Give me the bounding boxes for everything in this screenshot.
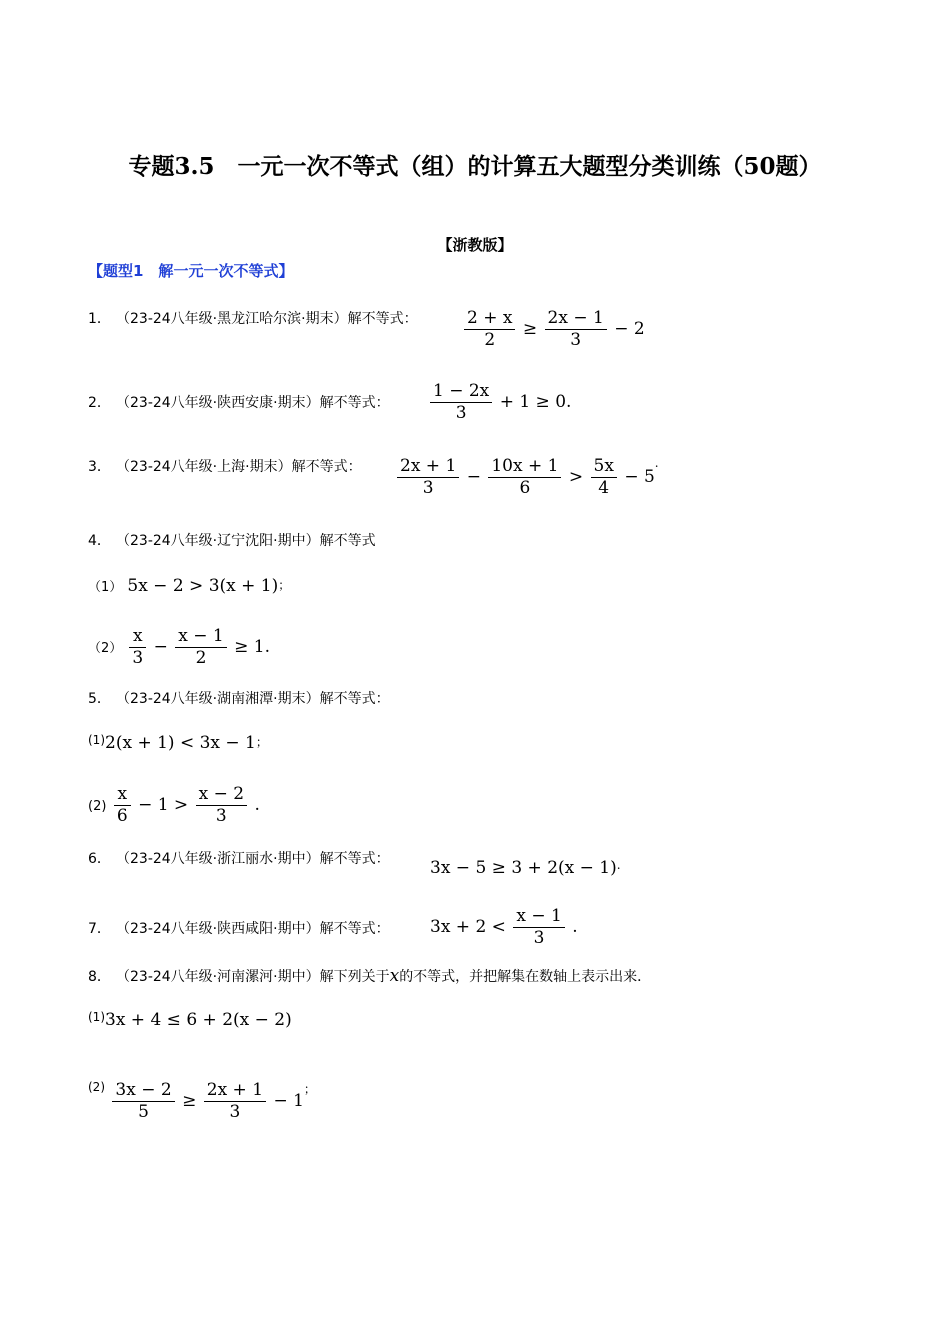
- question-number: 1．: [88, 311, 111, 327]
- fraction: $\frac{x}{6}$: [114, 784, 131, 827]
- edition-label: 【浙教版】: [437, 236, 513, 254]
- question-7: [88, 918, 390, 938]
- question-source: （23-24八年级·湖南湘潭·期末）解不等式：: [116, 691, 390, 707]
- question-number: 5．: [88, 691, 111, 707]
- part-label: (1): [88, 1010, 105, 1024]
- question-source: （23-24八年级·浙江丽水·期中）解不等式：: [116, 851, 390, 867]
- fraction: $\frac{2x + 1}{3}$: [397, 456, 459, 499]
- question-source: （23-24八年级·辽宁沈阳·期中）解不等式: [116, 533, 376, 549]
- fraction: $\frac{x - 1}{3}$: [513, 906, 564, 949]
- fraction: $\frac{x - 2}{3}$: [196, 784, 247, 827]
- question-5: [88, 688, 390, 708]
- fraction: $\frac{5x}{4}$: [591, 456, 617, 499]
- part-label: (2): [88, 799, 107, 814]
- fraction: $\frac{x - 1}{2}$: [175, 626, 226, 669]
- fraction: $\frac{3x - 2}{5}$: [112, 1080, 174, 1123]
- fraction: $\frac{1 - 2x}{3}$: [430, 381, 492, 424]
- part-label: (2): [88, 1080, 105, 1094]
- fraction: $\frac{2 + x}{2}$: [464, 308, 515, 351]
- question-source: （23-24八年级·上海·期末）解不等式：: [116, 459, 362, 475]
- question-8-part-1: [88, 1010, 292, 1030]
- question-6: [88, 848, 390, 868]
- question-number: 8．: [88, 969, 111, 985]
- question-3-expression: $\frac{2x + 1}{3}$ − $\frac{10x + 1}{6}$ > $\frac{5x}{4}$ − 5.: [395, 456, 659, 499]
- question-2: [88, 392, 390, 412]
- part-label: (1): [88, 733, 105, 747]
- page-title: 专题3.5 一元一次不等式（组）的计算五大题型分类训练（50题）: [128, 153, 822, 180]
- question-4-part-2: （2） $\frac{x}{3}$ − $\frac{x - 1}{2}$ ≥ 1.: [88, 626, 271, 668]
- question-number: 7．: [88, 921, 111, 937]
- expression: 3x + 4 ≤ 6 + 2(x − 2): [105, 1010, 292, 1030]
- section-heading: 【题型1 解一元一次不等式】: [88, 262, 294, 280]
- part-label: （1）: [88, 580, 123, 595]
- question-4: [88, 530, 376, 550]
- fraction: $\frac{2x - 1}{3}$: [545, 308, 607, 351]
- question-source: （23-24八年级·河南漯河·期中）解下列关于: [116, 969, 390, 985]
- question-source: （23-24八年级·陕西咸阳·期中）解不等式：: [116, 921, 390, 937]
- question-6-expression: 3x − 5 ≥ 3 + 2(x − 1).: [430, 858, 621, 878]
- question-8-part-2: $^{(2)}$ $\frac{3x - 2}{5}$ ≥ $\frac{2x + 1}{3}$ − 1；: [88, 1080, 316, 1122]
- fraction: $\frac{10x + 1}{6}$: [488, 456, 561, 499]
- question-3: [88, 456, 362, 476]
- question-number: 4．: [88, 533, 111, 549]
- expression: 5x − 2 > 3(x + 1): [127, 576, 279, 596]
- question-2-expression: $\frac{1 - 2x}{3}$ + 1 ≥ 0.: [428, 381, 571, 424]
- variable: x: [389, 966, 400, 986]
- question-source: （23-24八年级·黑龙江哈尔滨·期末）解不等式：: [116, 311, 418, 327]
- question-5-part-1: $^{(1)}$2(x + 1) < 3x − 1；: [88, 733, 268, 753]
- question-5-part-2: (2) $\frac{x}{6}$ − 1 > $\frac{x - 2}{3}$ .: [88, 784, 260, 826]
- fraction: $\frac{2x + 1}{3}$: [204, 1080, 266, 1123]
- part-label: （2）: [88, 641, 123, 656]
- question-1: [88, 308, 418, 328]
- question-8: [88, 966, 651, 986]
- question-number: 2．: [88, 395, 111, 411]
- question-number: 3．: [88, 459, 111, 475]
- question-source-cont: 的不等式，并把解集在数轴上表示出来．: [399, 969, 652, 985]
- expression: 2(x + 1) < 3x − 1: [105, 733, 256, 753]
- question-1-expression: $\frac{2 + x}{2}$ ≥ $\frac{2x - 1}{3}$ − 2: [462, 308, 645, 351]
- question-number: 6．: [88, 851, 111, 867]
- question-7-expression: 3x + 2 < $\frac{x - 1}{3}$ .: [430, 906, 578, 948]
- question-source: （23-24八年级·陕西安康·期末）解不等式：: [116, 395, 390, 411]
- question-4-part-1: （1） 5x − 2 > 3(x + 1)；: [88, 576, 291, 596]
- fraction: $\frac{x}{3}$: [129, 626, 146, 669]
